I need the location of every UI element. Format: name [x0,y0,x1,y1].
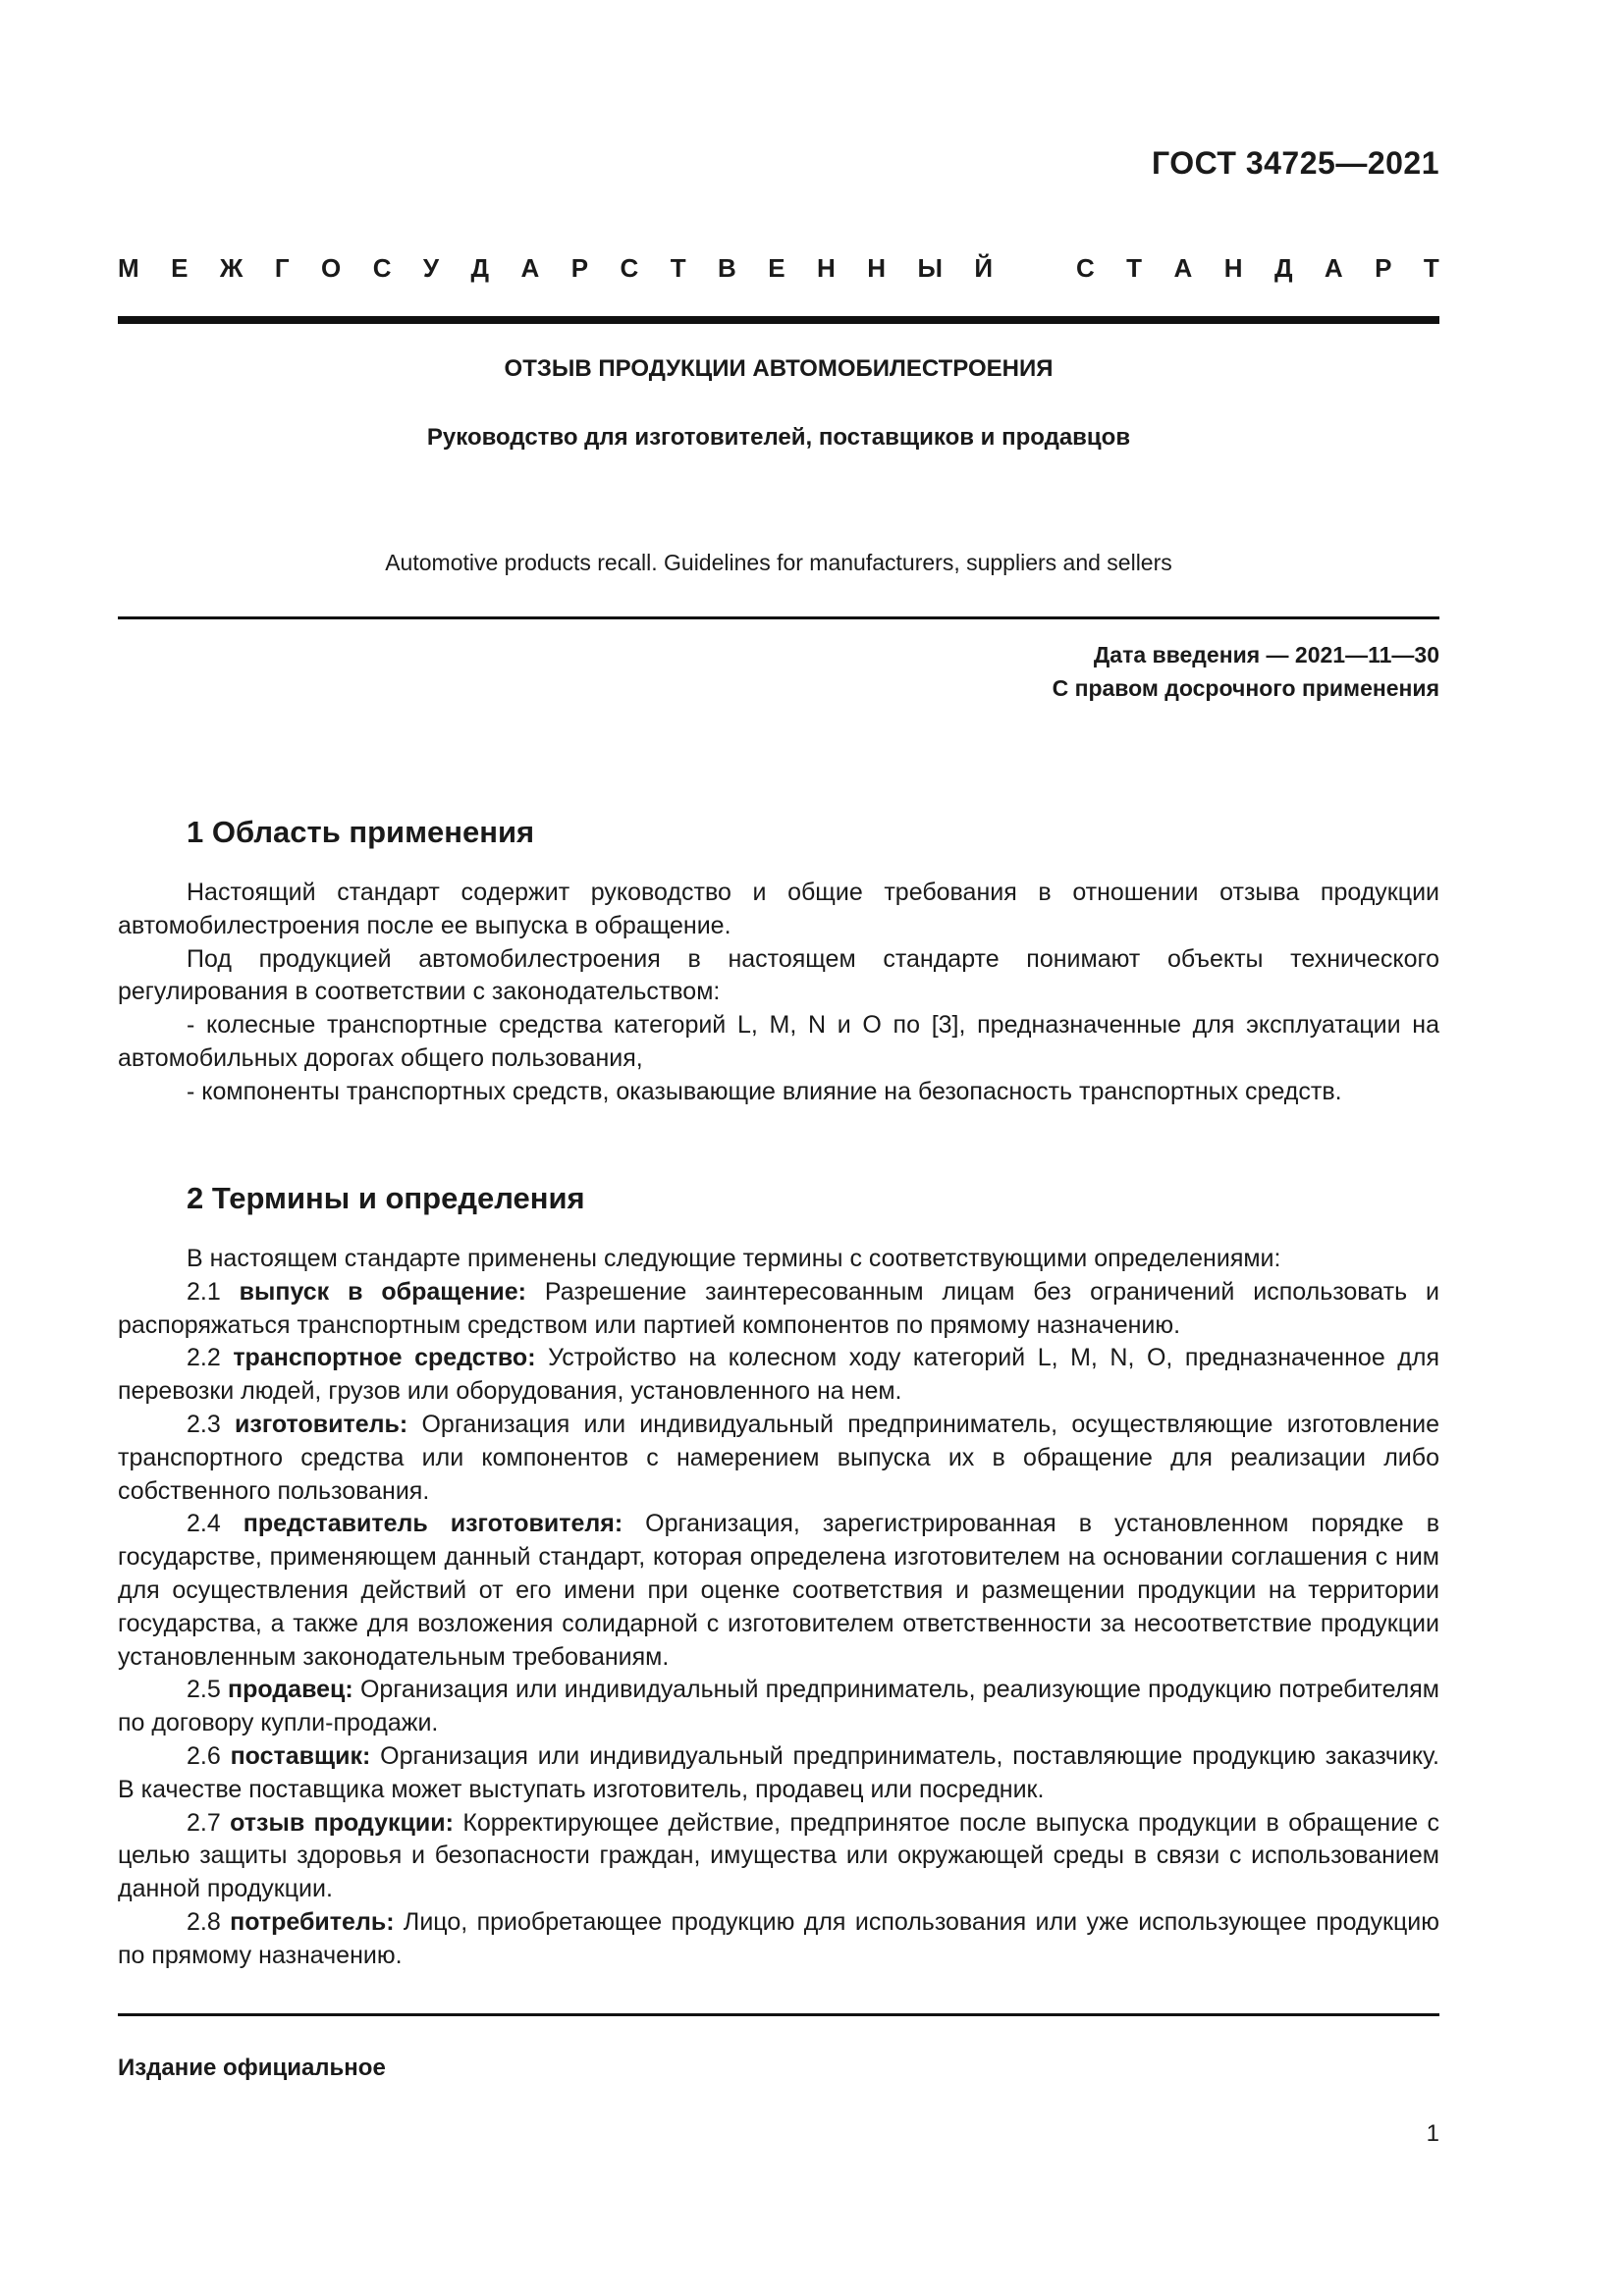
banner-letter: А [1173,253,1193,283]
interstate-standard-banner [118,253,1439,284]
title-divider [118,616,1439,619]
term-name: выпуск в обращение: [239,1277,526,1306]
section-1-heading: 1 Область применения [187,815,535,849]
paragraph: - компоненты транспортных средств, оказывающие влияние на безопасность транспортных средств. [187,1077,1342,1105]
banner-letter: С [1075,253,1095,283]
banner-letter: Е [171,253,189,283]
section-2-body [118,1243,1439,1973]
section-2-heading: 2 Термины и определения [187,1181,585,1215]
term-number: 2.2 [187,1344,234,1372]
banner-letter: О [321,253,342,283]
paragraph: Настоящий стандарт содержит руководство и общие требования в отношении отзыва продукции автомобилестроения после ее выпуска в обращение. [118,879,1439,939]
page-number: 1 [1426,2120,1439,2147]
banner-letter: Д [1273,253,1293,283]
banner-letter: Т [670,253,686,283]
term-text: Устройство на колесном ходу категорий L, M, N, O, предназначенное для перевозки людей, грузов или оборудования, установленного на нем. [118,1344,1439,1406]
term-name: продавец: [228,1676,353,1704]
term-number: 2.6 [187,1741,231,1770]
term-definition [118,1342,1439,1409]
banner-letter: Ж [219,253,244,283]
term-definition [118,1740,1439,1807]
term-text: Разрешение заинтересованным лицам без ограничений использовать и распоряжаться транспортным средством или партией компонентов по прямому назначению. [118,1277,1440,1339]
banner-letter: Й [974,253,994,283]
banner-letter: Г [274,253,290,283]
banner-letter: А [520,253,540,283]
header-divider [118,316,1439,324]
term-definition [118,1906,1439,1973]
term-name: поставщик: [230,1741,371,1770]
banner-letter: Т [1423,253,1439,283]
banner-letter: В [718,253,736,283]
term-name: изготовитель: [235,1410,408,1438]
term-text: Организация или индивидуальный предприниматель, осуществляющие изготовление транспортного средства или компонентов с намерением выпуска их в обращение для реализации либо собственного пользования. [118,1410,1440,1505]
term-number: 2.5 [187,1676,228,1704]
term-text: Организация, зарегистрированная в установленном порядке в государстве, применяющем данный стандарт, которая определена изготовителем на основании соглашения с ним для осуществления действий от его имени при оценке соответствия и размещении продукции на территории государства, а также для возложения солидарной с изготовителем ответственности за несоответствие продукции установленным законодательным требованиям. [118,1510,1439,1671]
banner-letter: С [620,253,639,283]
document-title: ОТЗЫВ ПРОДУКЦИИ АВТОМОБИЛЕСТРОЕНИЯ [504,355,1054,382]
gost-code: ГОСТ 34725—2021 [1151,145,1439,181]
section-1-body [118,877,1439,1109]
banner-letter: Н [817,253,836,283]
term-name: транспортное средство: [233,1344,536,1372]
paragraph: В настоящем стандарте применены следующие термины с соответствующими определениями: [187,1245,1281,1272]
term-text: Организация или индивидуальный предприниматель, поставляющие продукцию заказчику. В качестве поставщика может выступать изготовитель, продавец или посредник. [118,1741,1440,1803]
document-subtitle: Руководство для изготовителей, поставщиков и продавцов [426,424,1131,451]
early-application-note: С правом досрочного применения [1052,675,1439,701]
banner-letter: У [422,253,440,283]
banner-letter: Р [1375,253,1392,283]
term-number: 2.8 [187,1907,231,1936]
term-definition [118,1674,1439,1740]
term-text: Корректирующее действие, предпринятое после выпуска продукции в обращение с целью защиты здоровья и безопасности граждан, имущества или окружающей среды в связи с использованием данной продукции. [118,1808,1439,1903]
banner-letter: Т [1126,253,1143,283]
banner-letter: Н [1223,253,1243,283]
term-text: Организация или индивидуальный предприниматель, реализующие продукцию потребителям по договору купли-продажи. [118,1676,1439,1737]
term-number: 2.7 [187,1808,231,1837]
banner-letter: Е [768,253,785,283]
banner-letter: Д [470,253,490,283]
english-title: Automotive products recall. Guidelines for manufacturers, suppliers and sellers [385,550,1172,575]
introduction-date: Дата введения — 2021—11—30 [1093,642,1439,667]
paragraph: Под продукцией автомобилестроения в настоящем стандарте понимают объекты технического регулирования в соответствии с законодательством: [118,944,1439,1006]
term-number: 2.3 [187,1410,236,1438]
term-name: отзыв продукции: [230,1808,454,1837]
term-number: 2.1 [187,1277,240,1306]
banner-letter: С [372,253,392,283]
banner-letter: А [1324,253,1343,283]
banner-letter: М [118,253,139,283]
paragraph: - колесные транспортные средства категорий L, M, N и O по [3], предназначенные для эксплуатации на автомобильных дорогах общего пользования, [118,1011,1439,1072]
term-definition [118,1807,1439,1906]
footer-divider [118,2013,1439,2016]
introduction-date-block [1053,638,1439,705]
term-name: потребитель: [230,1907,395,1936]
term-definition [118,1409,1439,1508]
banner-gap [1025,253,1045,284]
banner-letter: Н [867,253,887,283]
term-definition [118,1276,1439,1343]
term-name: представитель изготовителя: [243,1510,623,1538]
term-definition [118,1508,1439,1674]
term-text: Лицо, приобретающее продукцию для использования или уже использующее продукцию по прямому назначению. [118,1907,1439,1969]
official-edition-label: Издание официальное [118,2055,386,2081]
banner-letter: Р [570,253,589,283]
term-number: 2.4 [187,1510,244,1538]
banner-letter: Ы [917,253,943,283]
